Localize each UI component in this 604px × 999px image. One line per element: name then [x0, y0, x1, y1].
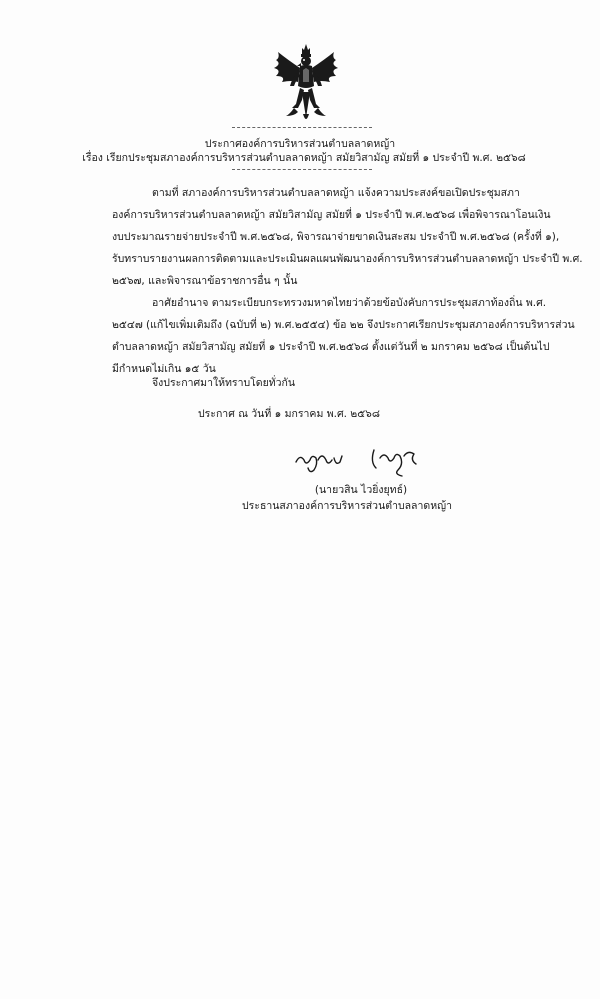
handwritten-signature	[290, 440, 430, 480]
document-title: ประกาศองค์การบริหารส่วนตำบลลาดหญ้า	[204, 138, 396, 150]
paragraph-line: ๒๕๖๗, และพิจารณาข้อราชการอื่น ๆ นั้น	[112, 275, 298, 287]
paragraph-line: งบประมาณรายจ่ายประจำปี พ.ศ.๒๕๖๘, พิจารณาจ่ายขาดเงินสะสม ประจำปี พ.ศ.๒๕๖๘ (ครั้งที่ ๑),	[112, 231, 560, 243]
signer-title: ประธานสภาองค์การบริหารส่วนตำบลลาดหญ้า	[242, 500, 452, 512]
paragraph-request	[112, 182, 583, 292]
closing-statement: จึงประกาศมาให้ทราบโดยทั่วกัน	[152, 377, 296, 389]
paragraph-line: อาศัยอำนาจ ตามระเบียบกระทรวงมหาดไทยว่าด้วยข้อบังคับการประชุมสภาท้องถิ่น พ.ศ.	[152, 297, 547, 309]
document-subject: เรื่อง เรียกประชุมสภาองค์การบริหารส่วนตำบลลาดหญ้า สมัยวิสามัญ สมัยที่ ๑ ประจำปี พ.ศ. ๒๕๖๘	[82, 152, 526, 164]
subject-divider	[232, 169, 372, 170]
paragraph-line: รับทราบรายงานผลการติดตามและประเมินผลแผนพัฒนาองค์การบริหารส่วนตำบลลาดหญ้า ประจำปี พ.ศ.	[112, 253, 583, 265]
announcement-date: ประกาศ ณ วันที่ ๑ มกราคม พ.ศ. ๒๕๖๘	[198, 408, 380, 420]
top-divider	[232, 127, 372, 128]
signer-name: (นายวสิน ไวยิ่งยุทธ์)	[314, 484, 408, 496]
paragraph-line: ตำบลลาดหญ้า สมัยวิสามัญ สมัยที่ ๑ ประจำปี พ.ศ.๒๕๖๘ ตั้งแต่วันที่ ๒ มกราคม ๒๕๖๘ เป็นต้นไป	[112, 341, 550, 353]
paragraph-line: ตามที่ สภาองค์การบริหารส่วนตำบลลาดหญ้า แจ้งความประสงค์ขอเปิดประชุมสภา	[152, 187, 520, 199]
paragraph-line: องค์การบริหารส่วนตำบลลาดหญ้า สมัยวิสามัญ สมัยที่ ๑ ประจำปี พ.ศ.๒๕๖๘ เพื่อพิจารณาโอนเงิน	[112, 209, 551, 221]
paragraph-line: ๒๕๔๗ (แก้ไขเพิ่มเติมถึง (ฉบับที่ ๒) พ.ศ.๒๕๕๔) ข้อ ๒๒ จึงประกาศเรียกประชุมสภาองค์การบริหารส่วน	[112, 319, 575, 331]
paragraph-authority	[112, 292, 575, 380]
paragraph-line: มีกำหนดไม่เกิน ๑๕ วัน	[112, 363, 216, 375]
garuda-emblem-icon	[270, 42, 342, 124]
